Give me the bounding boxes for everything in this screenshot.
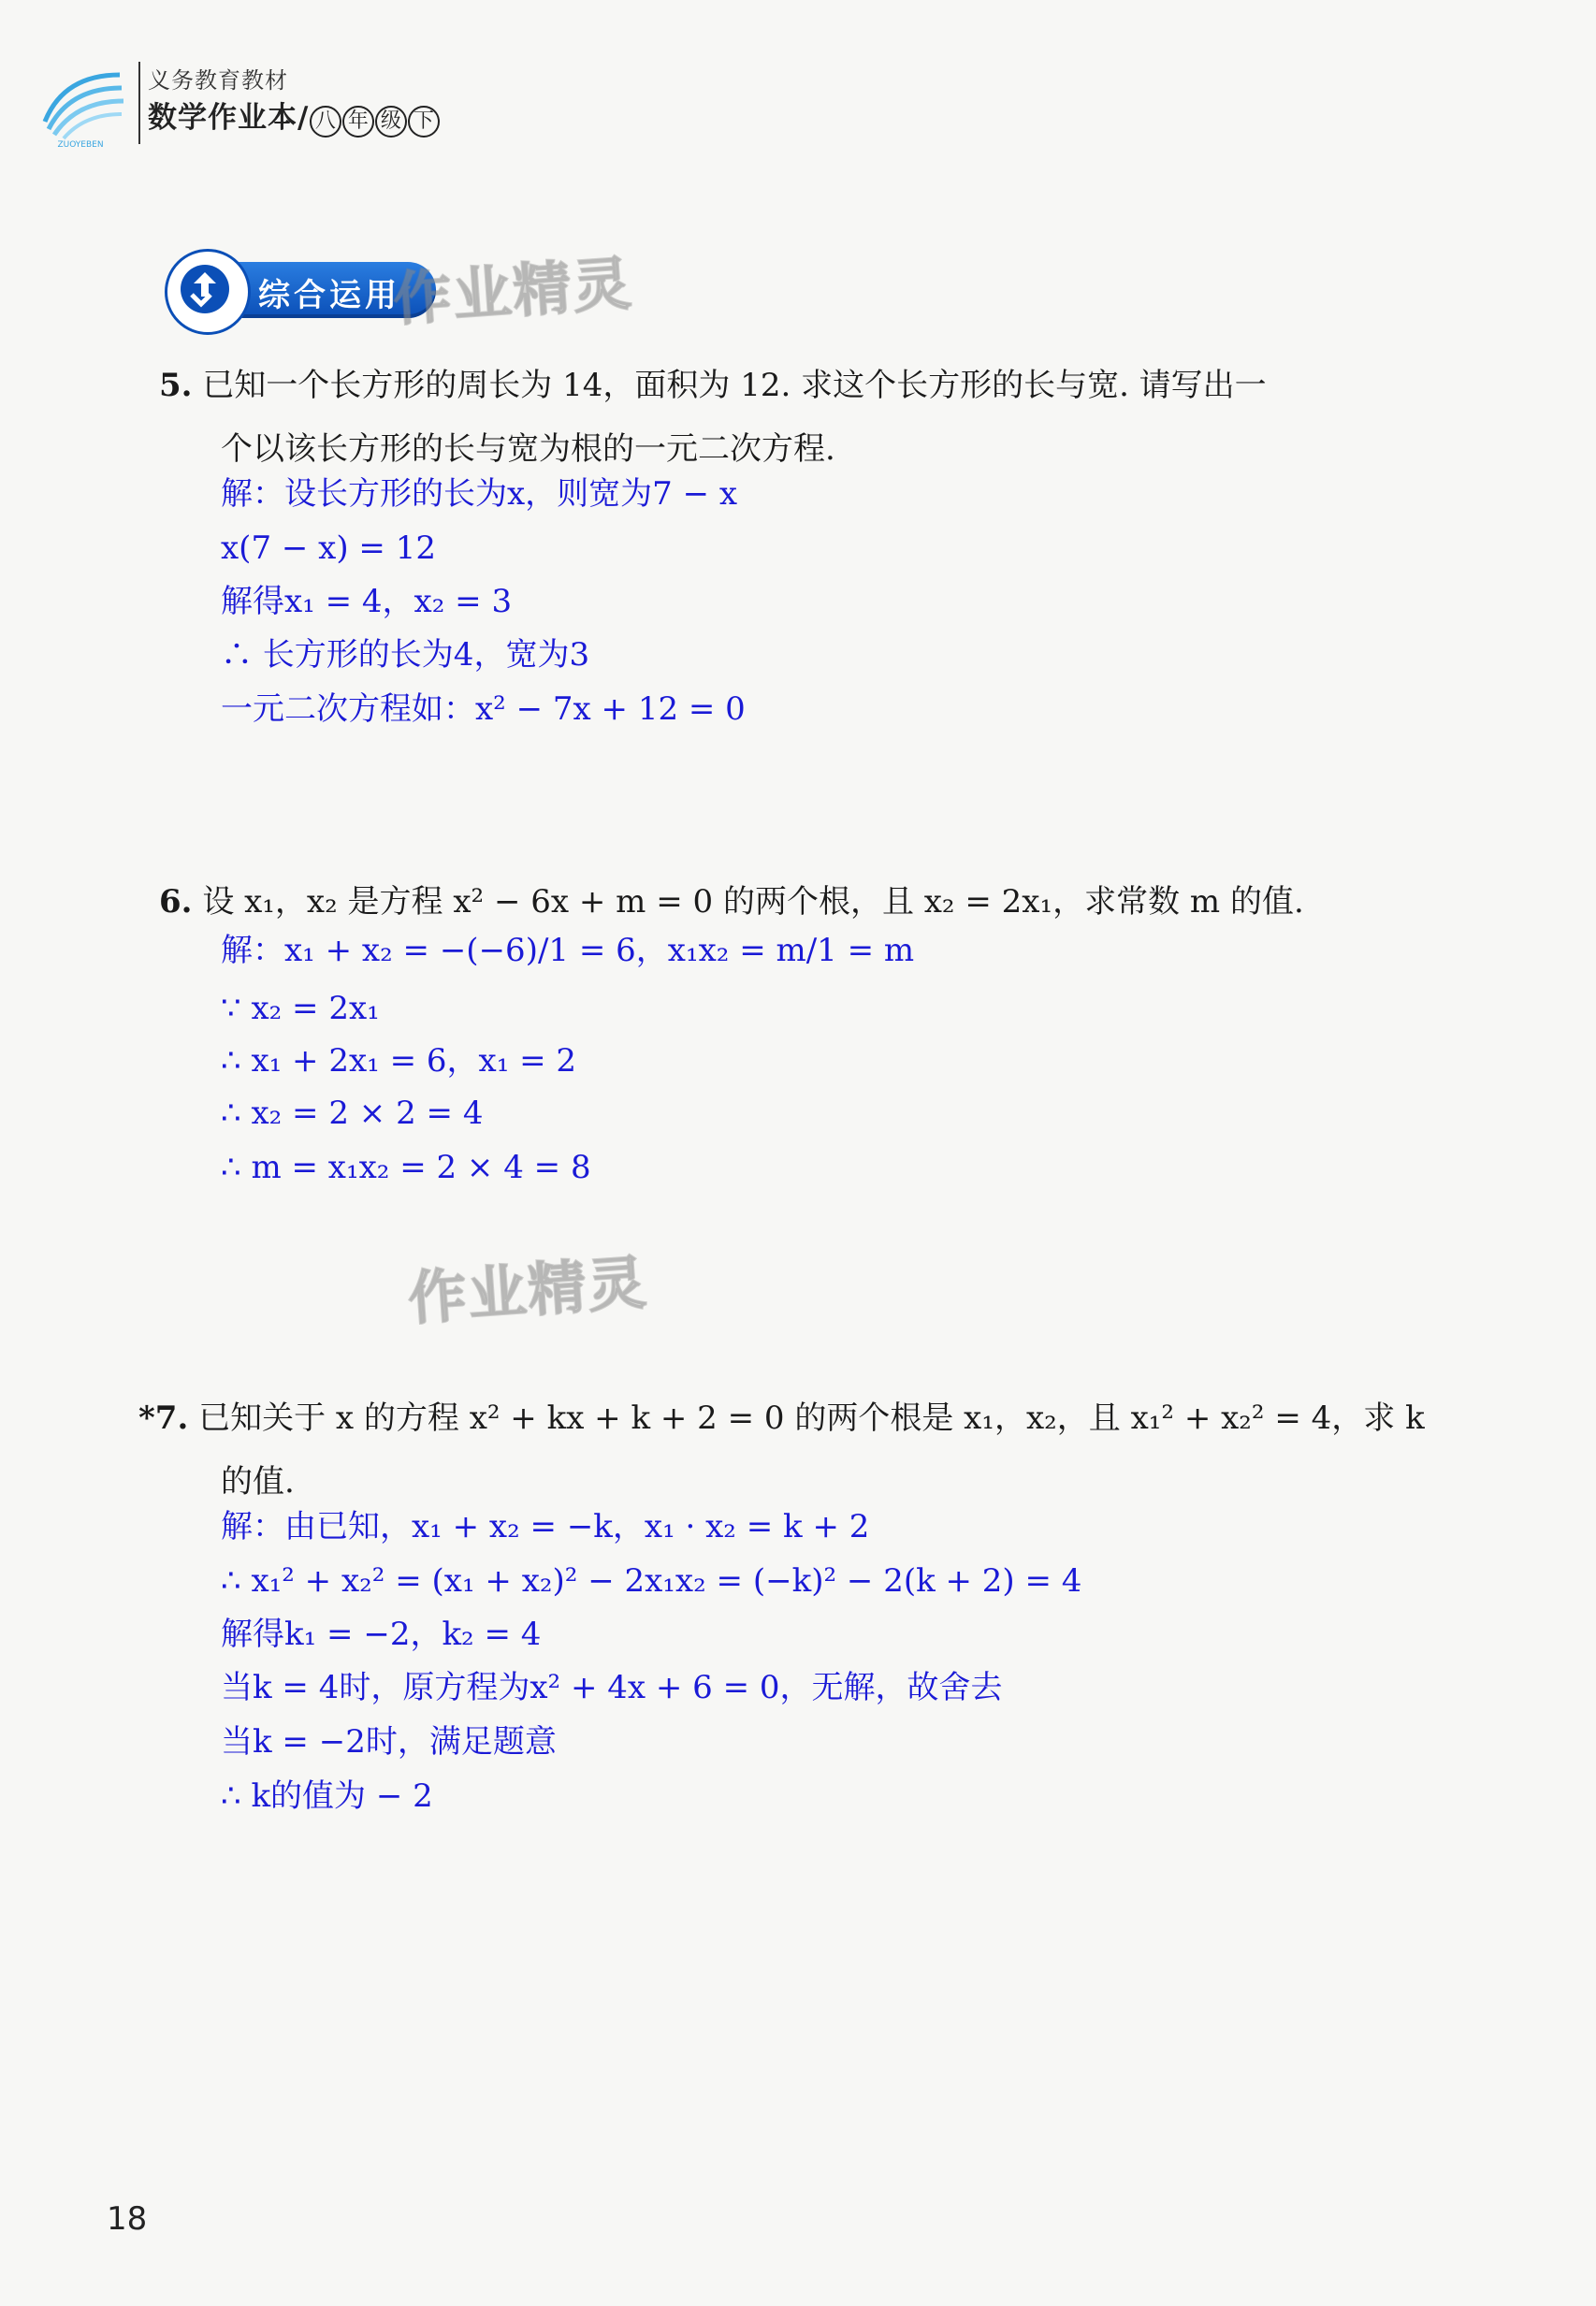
answer-6-line-2: ∵ x₂ = 2x₁ (221, 990, 380, 1027)
question-number: 6. (159, 883, 193, 921)
answer-5-line-2: x(7 − x) = 12 (221, 529, 436, 567)
book-title: 数学作业本 (148, 101, 297, 135)
publisher-logo-icon (36, 56, 129, 150)
page-number: 18 (107, 2200, 148, 2238)
grade-char-3: 级 (375, 106, 407, 138)
header-divider (138, 62, 140, 144)
answer-7-line-6: ∴ k的值为 − 2 (221, 1777, 433, 1815)
grade-char-1: 八 (310, 106, 341, 138)
question-7-line-1 (138, 1400, 1425, 1437)
title-slash: / (297, 101, 310, 135)
answer-5-line-4: ∴ 长方形的长为4，宽为3 (221, 636, 590, 674)
section-banner-badge (165, 249, 251, 335)
grade-char-4: 下 (408, 106, 440, 138)
answer-6-line-1: 解：x₁ + x₂ = −(−6)/1 = 6，x₁x₂ = m/1 = m (221, 932, 915, 969)
question-number: *7. (138, 1400, 189, 1437)
answer-7-line-1: 解：由已知，x₁ + x₂ = −k，x₁ · x₂ = k + 2 (221, 1508, 870, 1545)
question-5-line-1 (159, 367, 1267, 404)
answer-7-line-5: 当k = −2时，满足题意 (221, 1723, 557, 1761)
svg-text:ZUOYEBEN: ZUOYEBEN (57, 140, 104, 150)
watermark: 作业精灵 (406, 1248, 650, 1333)
puzzle-icon (167, 252, 248, 332)
answer-7-line-2: ∴ x₁² + x₂² = (x₁ + x₂)² − 2x₁x₂ = (−k)² − 2(k + 2) = 4 (221, 1562, 1082, 1600)
question-text: 已知一个长方形的周长为 14，面积为 12. 求这个长方形的长与宽. 请写出一 (202, 367, 1267, 404)
header-title (148, 94, 440, 138)
question-6-line-1 (159, 883, 1304, 921)
answer-6-line-4: ∴ x₂ = 2 × 2 = 4 (221, 1095, 484, 1132)
answer-5-line-5: 一元二次方程如：x² − 7x + 12 = 0 (221, 690, 746, 728)
answer-7-line-4: 当k = 4时，原方程为x² + 4x + 6 = 0，无解，故舍去 (221, 1669, 1003, 1706)
grade-badge (309, 101, 440, 135)
question-7-line-2: 的值. (221, 1463, 295, 1501)
header-subtitle: 义务教育教材 (148, 67, 288, 94)
answer-5-line-1: 解：设长方形的长为x，则宽为7 − x (221, 475, 738, 513)
question-text: 设 x₁，x₂ 是方程 x² − 6x + m = 0 的两个根，且 x₂ = 2x₁，求常数 m 的值. (202, 883, 1304, 921)
grade-char-2: 年 (342, 106, 374, 138)
answer-7-line-3: 解得k₁ = −2，k₂ = 4 (221, 1616, 542, 1653)
watermark: 作业精灵 (391, 249, 635, 334)
section-title: 综合运用 (258, 277, 400, 314)
question-text: 已知关于 x 的方程 x² + kx + k + 2 = 0 的两个根是 x₁，x₂，且 x₁² + x₂² = 4，求 k (198, 1400, 1425, 1437)
answer-6-line-5: ∴ m = x₁x₂ = 2 × 4 = 8 (221, 1149, 591, 1186)
answer-6-line-3: ∴ x₁ + 2x₁ = 6，x₁ = 2 (221, 1042, 577, 1080)
question-5-line-2: 个以该长方形的长与宽为根的一元二次方程. (221, 430, 835, 468)
answer-5-line-3: 解得x₁ = 4，x₂ = 3 (221, 583, 513, 620)
question-number: 5. (159, 367, 193, 404)
